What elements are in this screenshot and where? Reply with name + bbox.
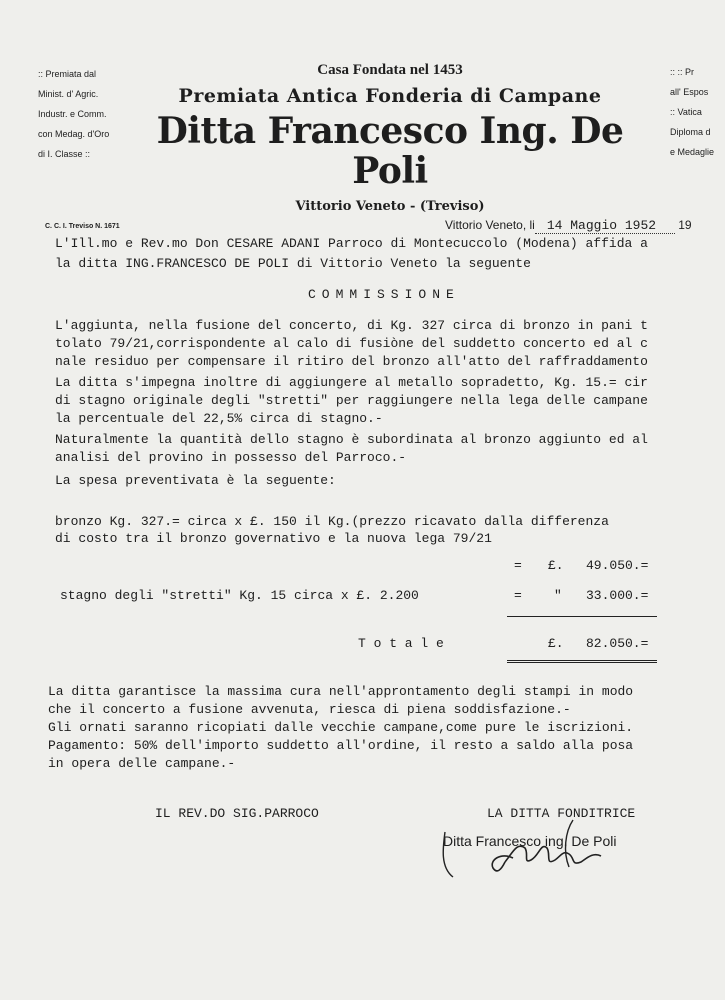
letterhead-left-line: di I. Classe :: <box>38 149 91 159</box>
body-line: La ditta s'impegna inoltre di aggiungere al metallo sopradetto, Kg. 15.= cir <box>55 375 648 390</box>
letterhead-left-line: Industr. e Comm. <box>38 109 107 119</box>
closing-line: Gli ornati saranno ricopiati dalle vecchie campane,come pure le iscrizioni. <box>48 720 634 735</box>
commission-heading: COMMISSIONE <box>308 287 460 302</box>
letterhead-right-line: :: Vatica <box>670 107 702 117</box>
closing-line: Pagamento: 50% dell'importo suddetto all'ordine, il resto a saldo alla posa <box>48 738 634 753</box>
total-amount: 82.050.= <box>586 636 649 651</box>
body-line: L'aggiunta, nella fusione del concerto, di Kg. 327 circa di bronzo in pani t <box>55 318 648 333</box>
letterhead-left-line: :: Premiata dal <box>38 69 97 79</box>
tin-cost-line: stagno degli "stretti" Kg. 15 circa x £. 2.200 <box>60 588 419 603</box>
dateline-place: Vittorio Veneto, li <box>445 218 535 232</box>
letterhead-left-line: con Medag. d'Oro <box>38 129 110 139</box>
chamber-of-commerce-number: C. C. I. Treviso N. 1671 <box>45 223 120 230</box>
letterhead-right-line: :: :: Pr <box>670 67 695 77</box>
dateline-date: 14 Maggio 1952 <box>535 218 675 234</box>
body-line: la percentuale del 22,5% circa di stagno.- <box>55 411 383 426</box>
bronze-cost-note: di costo tra il bronzo governativo e la nuova lega 79/21 <box>55 531 492 546</box>
bronze-amount: 49.050.= <box>586 558 649 573</box>
award-line: Premiata Antica Fonderia di Campane <box>178 85 602 107</box>
letterhead-right-line: e Medaglie <box>670 147 715 157</box>
intro-line: L'Ill.mo e Rev.mo Don CESARE ADANI Parroco di Montecuccolo (Modena) affida a <box>55 236 648 251</box>
body-line: di stagno originale degli "stretti" per raggiungere nella lega delle campane <box>55 393 648 408</box>
bronze-cost-line: bronzo Kg. 327.= circa x £. 150 il Kg.(prezzo ricavato dalla differenza <box>55 514 609 529</box>
foundry-stamp: Ditta Francesco ing. De Poli <box>443 833 617 849</box>
closing-line: La ditta garantisce la massima cura nell'approntamento degli stampi in modo <box>48 684 634 699</box>
founded-line: Casa Fondata nel 1453 <box>317 62 463 78</box>
total-double-rule <box>507 660 657 663</box>
closing-line: che il concerto a fusione avvenuta, riesca di piena soddisfazione.- <box>48 702 571 717</box>
letterhead-left-column <box>38 64 138 164</box>
body-line: tolato 79/21,corrispondente al calo di fusiòne del suddetto concerto ed al c <box>55 336 648 351</box>
letterhead-center <box>130 62 650 214</box>
letterhead-right-line: Diploma d <box>670 127 711 137</box>
letterhead-right-line: all' Espos <box>670 87 709 97</box>
tin-currency: " <box>554 588 562 603</box>
bronze-equals: = <box>514 558 522 573</box>
tin-amount: 33.000.= <box>586 588 649 603</box>
body-line: nale residuo per compensare il ritiro del bronzo all'atto del raffraddamento <box>55 354 648 369</box>
body-line: La spesa preventivata è la seguente: <box>55 473 336 488</box>
letterhead-left-line: Minist. d' Agric. <box>38 89 99 99</box>
total-label: T o t a l e <box>358 636 444 651</box>
parish-priest-signature-label: IL REV.DO SIG.PARROCO <box>155 806 319 821</box>
bronze-currency: £. <box>548 558 564 573</box>
company-city: Vittorio Veneto - (Treviso) <box>295 199 485 214</box>
closing-line: in opera delle campane.- <box>48 756 236 771</box>
body-line: analisi del provino in possesso del Parroco.- <box>55 450 407 465</box>
body-line: Naturalmente la quantità dello stagno è subordinata al bronzo aggiunto ed al <box>55 432 648 447</box>
dateline-year-prefix: 19 <box>678 218 692 232</box>
foundry-signature-label: LA DITTA FONDITRICE <box>487 806 636 821</box>
tin-equals: = <box>514 588 522 603</box>
intro-line: la ditta ING.FRANCESCO DE POLI di Vittorio Veneto la seguente <box>55 256 531 271</box>
subtotal-rule <box>507 616 657 617</box>
total-currency: £. <box>548 636 564 651</box>
company-name: Ditta Francesco Ing. De Poli <box>156 110 624 192</box>
dateline <box>445 218 692 234</box>
letterhead-right-column <box>670 62 725 162</box>
